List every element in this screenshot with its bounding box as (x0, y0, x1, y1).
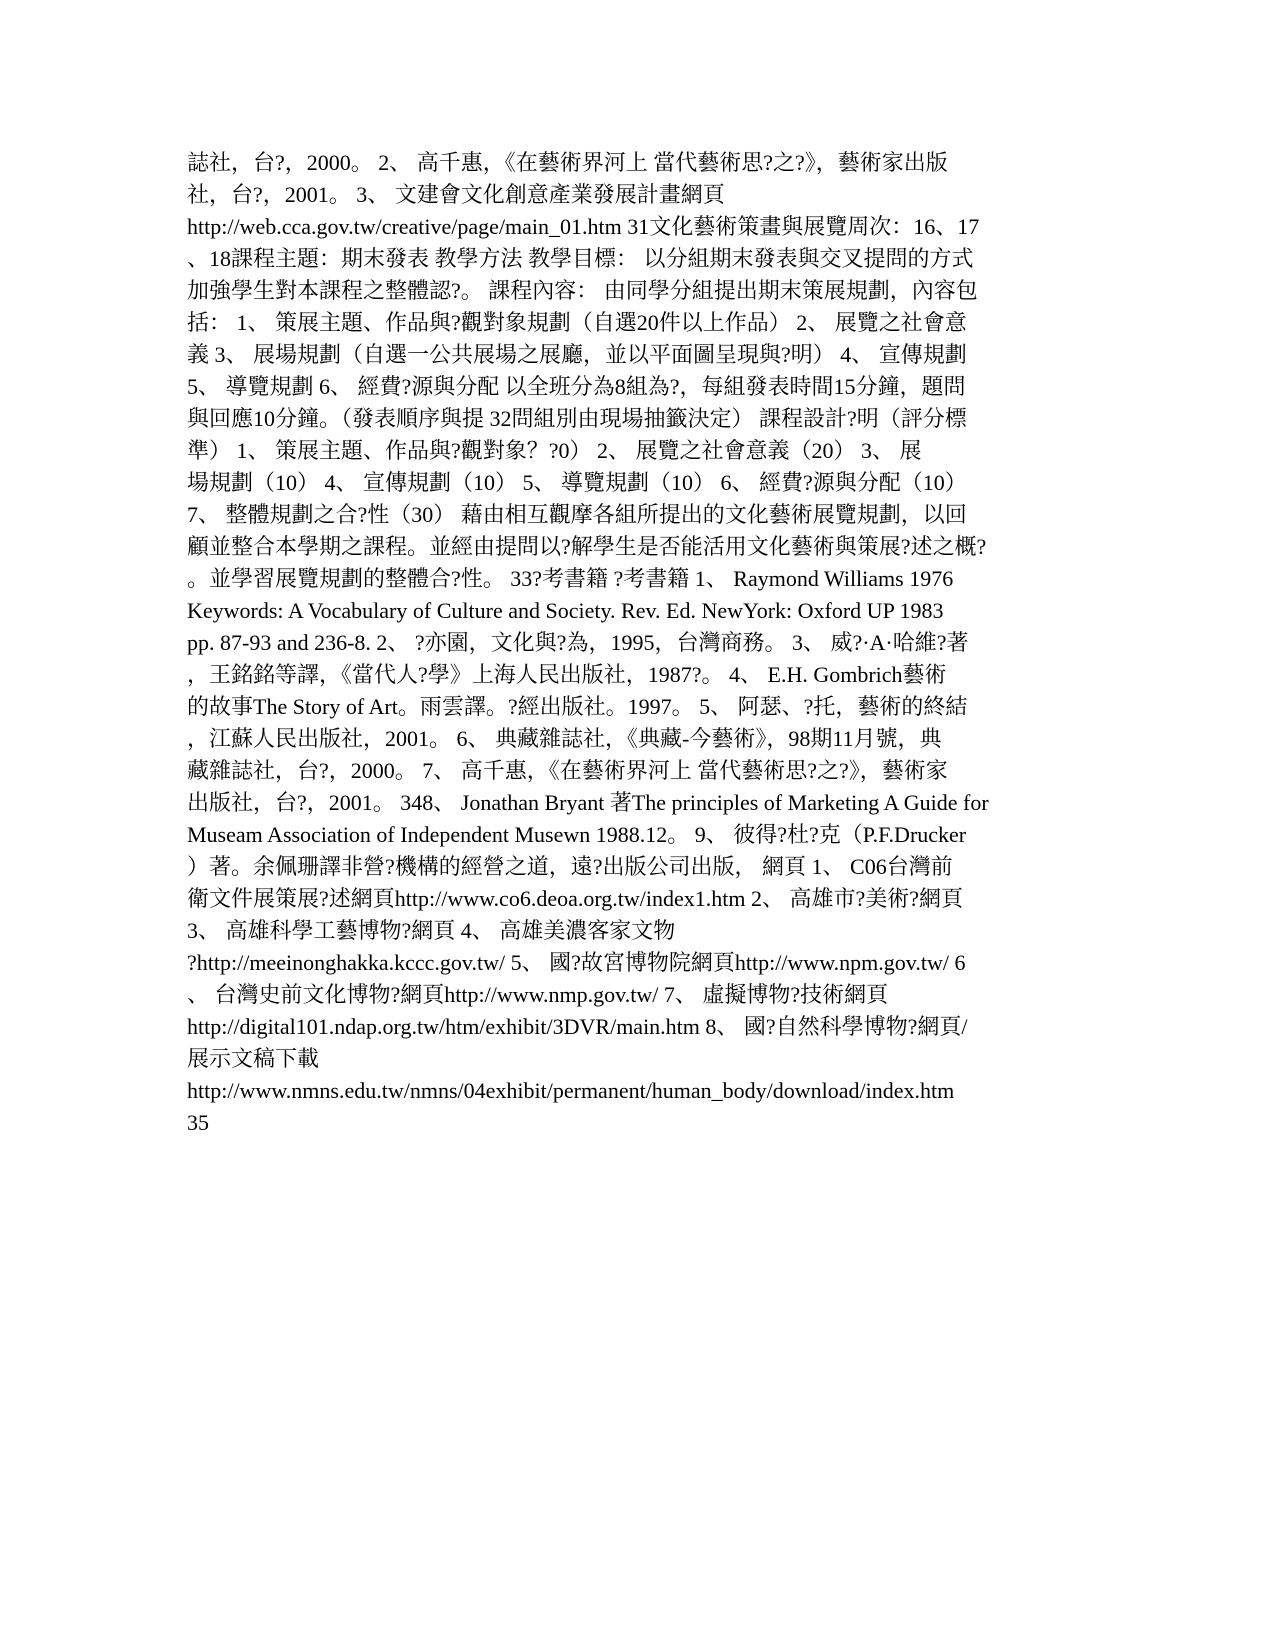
text-line-17: ，王銘銘等譯，《當代人?學》上海人民出版社，1987?。 4、 E.H. Gombrich藝術 (187, 662, 947, 687)
text-line-25: 3、 高雄科學工藝博物?網頁 4、 高雄美濃客家文物 (187, 918, 676, 943)
body-text (187, 147, 1107, 1139)
text-line-24: 衛文件展策展?述網頁http://www.co6.deoa.org.tw/index1.htm 2、 高雄市?美術?網頁 (187, 886, 964, 911)
text-line-22: Museam Association of Independent Musewn 1988.12。 9、 彼得?杜?克（P.F.Drucker (187, 822, 967, 847)
text-line-15: Keywords: A Vocabulary of Culture and Society. Rev. Ed. NewYork: Oxford UP 1983 (187, 598, 944, 623)
text-line-6: 括： 1、 策展主題、作品與?觀對象規劃（自選20件以上作品） 2、 展覽之社會意 (187, 310, 967, 335)
text-line-2: 社，台?，2001。 3、 文建會文化創意產業發展計畫網頁 (187, 182, 725, 207)
text-line-1: 誌社，台?，2000。 2、 高千惠，《在藝術界河上 當代藝術思?之?》，藝術家出版 (187, 150, 948, 175)
text-line-16: pp. 87-93 and 236-8. 2、 ?亦園，文化與?為，1995，台灣商務。 3、 威?·A·哈維?著 (187, 630, 969, 655)
page-number: 35 (187, 1110, 209, 1135)
text-line-14: 。並學習展覽規劃的整體合?性。 33?考書籍 ?考書籍 1、 Raymond Williams 1976 (187, 566, 954, 591)
text-line-23: ）著。余佩珊譯非營?機構的經營之道，遠?出版公司出版， 網頁 1、 C06台灣前 (187, 854, 953, 879)
text-line-30: http://www.nmns.edu.tw/nmns/04exhibit/permanent/human_body/download/index.htm (187, 1078, 955, 1103)
text-line-19: ，江蘇人民出版社，2001。 6、 典藏雜誌社，《典藏-今藝術》，98期11月號，典 (187, 726, 942, 751)
text-line-10: 準） 1、 策展主題、作品與?觀對象？?0） 2、 展覽之社會意義（20） 3、 展 (187, 438, 922, 463)
text-line-4: 、18課程主題：期末發表 教學方法 教學目標： 以分組期末發表與交叉提問的方式 (187, 246, 974, 271)
text-line-9: 與回應10分鐘。（發表順序與提 32問組別由現場抽籤決定） 課程設計?明（評分標 (187, 406, 967, 431)
text-line-20: 藏雜誌社，台?，2000。 7、 高千惠，《在藝術界河上 當代藝術思?之?》，藝術家 (187, 758, 948, 783)
text-line-29: 展示文稿下載 (187, 1046, 320, 1071)
text-line-8: 5、 導覽規劃 6、 經費?源與分配 以全班分為8組為?，每組發表時間15分鐘，題問 (187, 374, 966, 399)
text-line-13: 顧並整合本學期之課程。並經由提問以?解學生是否能活用文化藝術與策展?述之概? (187, 534, 987, 559)
text-line-26: ?http://meeinonghakka.kccc.gov.tw/ 5、 國?故宮博物院網頁http://www.npm.gov.tw/ 6 (187, 950, 966, 975)
text-line-5: 加強學生對本課程之整體認?。 課程內容： 由同學分組提出期末策展規劃，內容包 (187, 278, 978, 303)
text-line-12: 7、 整體規劃之合?性（30） 藉由相互觀摩各組所提出的文化藝術展覽規劃，以回 (187, 502, 967, 527)
text-line-28: http://digital101.ndap.org.tw/htm/exhibit/3DVR/main.htm 8、 國?自然科學博物?網頁/ (187, 1014, 968, 1039)
text-line-11: 場規劃（10） 4、 宣傳規劃（10） 5、 導覽規劃（10） 6、 經費?源與分配（10） (187, 470, 967, 495)
text-line-7: 義 3、 展場規劃（自選一公共展場之展廳，並以平面圖呈現與?明） 4、 宣傳規劃 (187, 342, 967, 367)
text-line-27: 、 台灣史前文化博物?網頁http://www.nmp.gov.tw/ 7、 虛擬博物?技術網頁 (187, 982, 889, 1007)
text-line-21: 出版社，台?，2001。 348、 Jonathan Bryant 著The principles of Marketing A Guide for (187, 790, 989, 815)
text-line-18: 的故事The Story of Art。雨雲譯。?經出版社。1997。 5、 阿瑟、?托，藝術的終結 (187, 694, 968, 719)
text-line-3: http://web.cca.gov.tw/creative/page/main_01.htm 31文化藝術策畫與展覽周次：16、17 (187, 214, 980, 239)
